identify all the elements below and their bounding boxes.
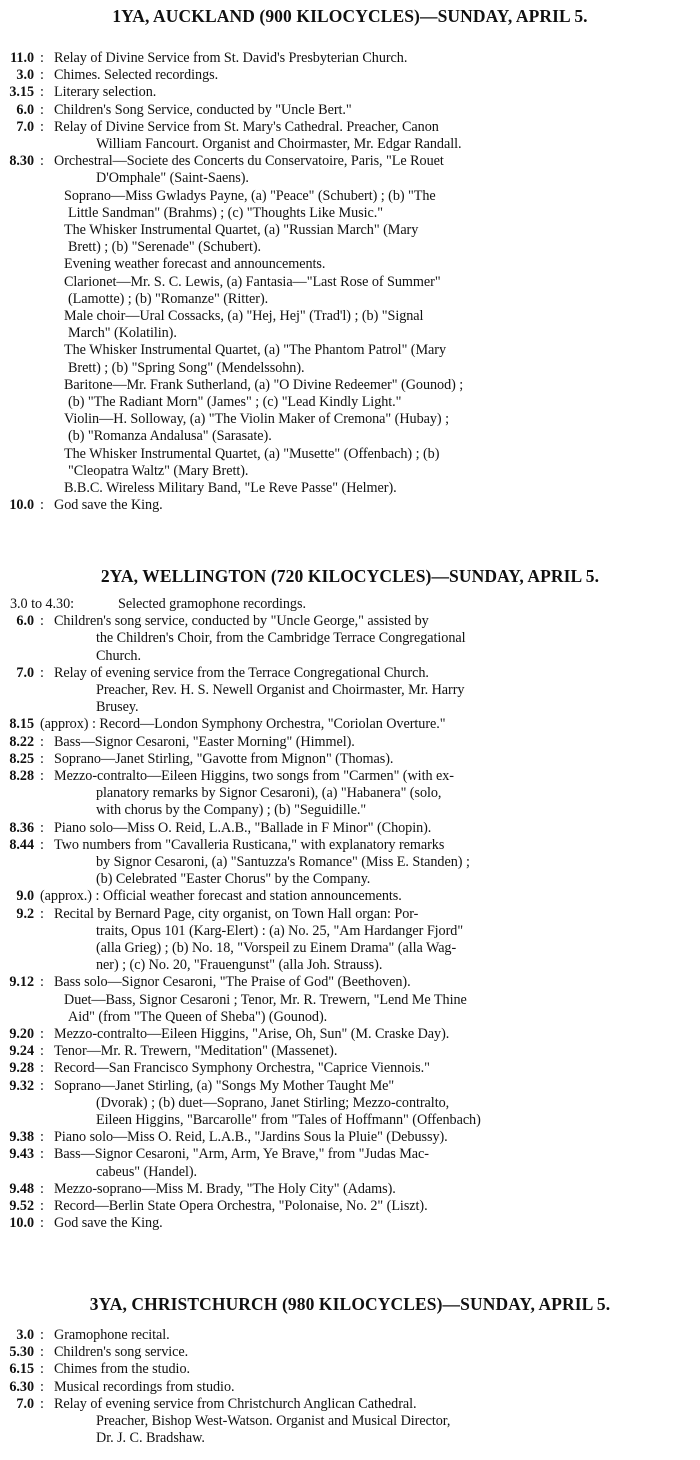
programme-line (0, 1198, 700, 1215)
programme-text: The Whisker Instrumental Quartet, (a) "The Phantom Patrol" (Mary (64, 342, 447, 359)
programme-line (0, 1215, 700, 1232)
programme-time: 8.15 (9, 716, 34, 733)
section-heading: 3YA, CHRISTCHURCH (980 KILOCYCLES)—SUNDAY, APRIL 5. (89, 1294, 611, 1314)
programme-text: Tenor—Mr. R. Trewern, "Meditation" (Massenet). (54, 1043, 338, 1060)
programme-line (0, 153, 700, 170)
programme-line (0, 119, 700, 136)
programme-text: D'Omphale" (Saint-Saens). (96, 170, 249, 187)
programme-time: 9.20 (9, 1026, 34, 1042)
programme-text: Relay of Divine Service from St. David's Presbyterian Church. (54, 50, 408, 66)
programme-text: Record—San Francisco Symphony Orchestra, "Caprice Viennois." (54, 1060, 430, 1077)
programme-text: Clarionet—Mr. S. C. Lewis, (a) Fantasia—"Last Rose of Summer" (64, 273, 441, 290)
programme-line (0, 342, 700, 359)
time-separator: : (40, 1146, 44, 1163)
programme-text: March" (Kolatilin). (68, 325, 177, 342)
programme-time: 3.0 (16, 67, 34, 84)
programme-line (0, 411, 700, 428)
programme-line (0, 1009, 700, 1026)
programme-text: Relay of Divine Service from St. Mary's Cathedral. Preacher, Canon (54, 118, 439, 135)
time-separator: : (40, 1378, 44, 1395)
programme-line (0, 768, 700, 785)
programme-time: 9.24 (9, 1043, 34, 1060)
programme-line (0, 325, 700, 342)
programme-text: planatory remarks by Signor Cesaroni), (a) "Habanera" (solo, (96, 785, 442, 802)
time-separator: : (40, 1395, 44, 1412)
programme-time: 8.44 (9, 836, 34, 853)
programme-time: 9.43 (9, 1146, 34, 1163)
programme-text: Orchestral—Societe des Concerts du Conservatoire, Paris, "Le Rouet (54, 153, 444, 170)
programme-text: Piano solo—Miss O. Reid, L.A.B., "Jardins Sous la Pluie" (Debussy). (54, 1129, 448, 1146)
programme-time: 6.0 (16, 613, 34, 630)
programme-time: 9.32 (9, 1077, 34, 1094)
programme-text: Mezzo-soprano—Miss M. Brady, "The Holy City" (Adams). (54, 1180, 396, 1197)
programme-time: 10.0 (9, 497, 34, 514)
programme-text: cabeus" (Handel). (96, 1163, 198, 1180)
programme-line (0, 1327, 700, 1344)
programme-line (0, 785, 700, 802)
programme-text: The Whisker Instrumental Quartet, (a) "Russian March" (Mary (64, 222, 419, 238)
programme-text: Eileen Higgins, "Barcarolle" from "Tales of Hoffmann" (Offenbach) (96, 1112, 481, 1128)
programme-text: (alla Grieg) ; (b) No. 18, "Vorspeil zu Einem Drama" (alla Wag- (96, 940, 457, 956)
programme-line (0, 613, 700, 630)
programme-line (0, 480, 700, 497)
programme-text: Piano solo—Miss O. Reid, L.A.B., "Ballade in F Minor" (Chopin). (54, 819, 432, 836)
programme-text: (b) "Romanza Andalusa" (Sarasate). (68, 428, 272, 445)
programme-line (0, 239, 700, 256)
programme-text: The Whisker Instrumental Quartet, (a) "Musette" (Offenbach) ; (b) (64, 445, 440, 462)
programme-line (0, 854, 700, 871)
programme-line (0, 665, 700, 682)
programme-line (0, 957, 700, 974)
programme-text: (Lamotte) ; (b) "Romanze" (Ritter). (68, 290, 269, 307)
programme-text: Aid" (from "The Queen of Sheba") (Gounod). (68, 1008, 328, 1025)
programme-text: (Dvorak) ; (b) duet—Soprano, Janet Stirling; Mezzo-contralto, (96, 1094, 450, 1111)
programme-time: 7.0 (16, 118, 34, 135)
programme-line (0, 906, 700, 923)
programme-text: God save the King. (54, 1215, 163, 1232)
programme-time: 11.0 (10, 50, 34, 66)
programme-time: 7.0 (16, 664, 34, 681)
programme-line (0, 1112, 700, 1129)
programme-line (0, 888, 700, 905)
programme-line (0, 992, 700, 1009)
programme-time: 8.30 (9, 153, 34, 170)
programme-line (0, 1413, 700, 1430)
programme-text: Bass—Signor Cesaroni, "Easter Morning" (Himmel). (54, 733, 355, 750)
programme-line (0, 1146, 700, 1163)
programme-time: 7.0 (16, 1395, 34, 1412)
programme-text: Evening weather forecast and announcements. (64, 256, 326, 273)
programme-text: Brett) ; (b) "Spring Song" (Mendelssohn). (68, 359, 305, 376)
programme-line (0, 1060, 700, 1077)
programme-time: 8.36 (9, 819, 34, 836)
programme-text: Soprano—Janet Stirling, "Gavotte from Mignon" (Thomas). (54, 750, 394, 767)
time-separator: : (40, 1344, 44, 1361)
programme-line (0, 1026, 700, 1043)
programme-line (0, 463, 700, 480)
programme-time: 9.12 (9, 974, 34, 991)
programme-text: Little Sandman" (Brahms) ; (c) "Thoughts Like Music." (68, 204, 383, 221)
programme-time: 9.0 (16, 888, 34, 905)
time-separator: : (40, 1077, 44, 1094)
time-separator: : (40, 1129, 44, 1146)
programme-line (0, 84, 700, 101)
section-heading: 1YA, AUCKLAND (900 KILOCYCLES)—SUNDAY, APRIL 5. (112, 6, 588, 26)
programme-time: 8.25 (9, 750, 34, 767)
time-separator: : (40, 750, 44, 767)
programme-text: Baritone—Mr. Frank Sutherland, (a) "O Divine Redeemer" (Gounod) ; (64, 376, 464, 393)
programme-line (0, 974, 700, 991)
time-separator: : (40, 974, 44, 991)
programme-line (0, 256, 700, 273)
programme-text: Church. (96, 647, 141, 664)
time-separator: : (40, 84, 44, 101)
programme-line (0, 923, 700, 940)
section-heading: 2YA, WELLINGTON (720 KILOCYCLES)—SUNDAY, APRIL 5. (100, 566, 600, 586)
programme-line (0, 716, 700, 733)
programme-line (0, 682, 700, 699)
programme-line (0, 820, 700, 837)
programme-text: Soprano—Miss Gwladys Payne, (a) "Peace" (Schubert) ; (b) "The (64, 187, 436, 204)
programme-text: Selected gramophone recordings. (118, 596, 306, 612)
time-separator: : (40, 1198, 44, 1214)
programme-line (0, 394, 700, 411)
programme-line (0, 940, 700, 957)
programme-text: ner) ; (c) No. 20, "Frauengunst" (alla Joh. Strauss). (96, 957, 383, 974)
programme-line (0, 446, 700, 463)
programme-line (0, 188, 700, 205)
time-separator: : (40, 1043, 44, 1060)
programme-text: Preacher, Bishop West-Watson. Organist and Musical Director, (96, 1413, 451, 1429)
programme-line (0, 205, 700, 222)
programme-line (0, 377, 700, 394)
programme-text: Mezzo-contralto—Eileen Higgins, "Arise, Oh, Sun" (M. Craske Day). (54, 1026, 450, 1042)
programme-line (0, 360, 700, 377)
programme-text: God save the King. (54, 497, 163, 514)
programme-text: Brett) ; (b) "Serenade" (Schubert). (68, 239, 262, 256)
programme-text: Preacher, Rev. H. S. Newell Organist and Choirmaster, Mr. Harry (96, 682, 465, 698)
programme-text: Chimes from the studio. (54, 1361, 190, 1378)
programme-line (0, 497, 700, 514)
programme-line (0, 837, 700, 854)
programme-text: Bass solo—Signor Cesaroni, "The Praise of God" (Beethoven). (54, 974, 411, 991)
time-separator: : (40, 819, 44, 836)
programme-time: 6.0 (16, 101, 34, 118)
programme-text: Male choir—Ural Cossacks, (a) "Hej, Hej" (Trad'l) ; (b) "Signal (64, 308, 424, 324)
programme-text: with chorus by the Company) ; (b) "Seguidille." (96, 802, 367, 819)
programme-text: Record—Berlin State Opera Orchestra, "Polonaise, No. 2" (Liszt). (54, 1198, 428, 1214)
programme-line (0, 1164, 700, 1181)
programme-text: (approx) : Record—London Symphony Orchestra, "Coriolan Overture." (40, 716, 446, 733)
time-separator: : (40, 1215, 44, 1232)
programme-text: Chimes. Selected recordings. (54, 67, 219, 84)
programme-text: traits, Opus 101 (Karg-Elert) : (a) No. 25, "Am Hardanger Fjord" (96, 922, 464, 939)
programme-line (0, 734, 700, 751)
programme-line (0, 291, 700, 308)
time-separator: : (40, 50, 44, 66)
programme-text: Violin—H. Solloway, (a) "The Violin Maker of Cremona" (Hubay) ; (64, 411, 449, 428)
programme-line (0, 1361, 700, 1378)
programme-text: by Signor Cesaroni, (a) "Santuzza's Romance" (Miss E. Standen) ; (96, 854, 470, 870)
time-separator: : (40, 1060, 44, 1077)
programme-text: Soprano—Janet Stirling, (a) "Songs My Mother Taught Me" (54, 1077, 395, 1094)
time-separator: : (40, 1361, 44, 1378)
time-separator: : (40, 905, 44, 922)
programme-time: 9.38 (9, 1129, 34, 1146)
programme-time: 8.28 (9, 768, 34, 784)
time-separator: : (40, 1026, 44, 1042)
programme-text: Duet—Bass, Signor Cesaroni ; Tenor, Mr. R. Trewern, "Lend Me Thine (64, 991, 467, 1008)
time-separator: : (40, 118, 44, 135)
programme-time: 9.2 (16, 905, 34, 922)
programme-line (0, 67, 700, 84)
programme-line (0, 428, 700, 445)
time-separator: : (40, 768, 44, 784)
programme-text: "Cleopatra Waltz" (Mary Brett). (68, 462, 249, 479)
time-separator: : (40, 1180, 44, 1197)
programme-text: Relay of evening service from Christchurch Anglican Cathedral. (54, 1395, 417, 1412)
programme-line (0, 1344, 700, 1361)
programme-text: Relay of evening service from the Terrace Congregational Church. (54, 664, 429, 681)
programme-text: Children's song service. (54, 1344, 189, 1361)
time-separator: : (40, 733, 44, 750)
programme-line (0, 1129, 700, 1146)
programme-line (0, 50, 700, 67)
programme-text: Brusey. (96, 699, 139, 716)
programme-line (0, 630, 700, 647)
programme-text: William Fancourt. Organist and Choirmaster, Mr. Edgar Randall. (96, 136, 462, 152)
programme-text: (b) "The Radiant Morn" (James" ; (c) "Lead Kindly Light." (68, 394, 402, 410)
programme-line (0, 751, 700, 768)
programme-text: Mezzo-contralto—Eileen Higgins, two songs from "Carmen" (with ex- (54, 768, 454, 784)
programme-line (0, 1396, 700, 1413)
programme-line (0, 596, 700, 613)
programme-line (0, 1043, 700, 1060)
programme-time: 3.0 (16, 1327, 34, 1343)
programme-text: Gramophone recital. (54, 1327, 170, 1343)
programme-text: Recital by Bernard Page, city organist, on Town Hall organ: Por- (54, 905, 419, 922)
programme-line (0, 308, 700, 325)
programme-time: 5.30 (9, 1344, 34, 1361)
programme-text: Literary selection. (54, 84, 157, 101)
programme-text: Children's song service, conducted by "Uncle George," assisted by (54, 613, 429, 630)
programme-time: 10.0 (9, 1215, 34, 1232)
time-separator: : (40, 1327, 44, 1343)
programme-line (0, 871, 700, 888)
programme-time: 3.15 (9, 84, 34, 101)
programme-time: 9.52 (9, 1198, 34, 1214)
programme-text: the Children's Choir, from the Cambridge Terrace Congregational (96, 630, 466, 647)
programme-line (0, 1379, 700, 1396)
time-separator: : (40, 101, 44, 118)
time-separator: : (40, 836, 44, 853)
programme-line (0, 802, 700, 819)
programme-text: Bass—Signor Cesaroni, "Arm, Arm, Ye Brave," from "Judas Mac- (54, 1146, 429, 1163)
programme-time: 6.30 (9, 1378, 34, 1395)
programme-text: (b) Celebrated "Easter Chorus" by the Company. (96, 871, 371, 888)
time-separator: : (40, 153, 44, 170)
programme-text: Children's Song Service, conducted by "Uncle Bert." (54, 101, 352, 118)
programme-line (0, 1430, 700, 1447)
programme-line (0, 136, 700, 153)
time-separator: : (40, 497, 44, 514)
time-separator: : (40, 613, 44, 630)
programme-text: Two numbers from "Cavalleria Rusticana," with explanatory remarks (54, 836, 445, 853)
programme-line (0, 1078, 700, 1095)
programme-text: Musical recordings from studio. (54, 1378, 235, 1395)
programme-line (0, 274, 700, 291)
programme-text: B.B.C. Wireless Military Band, "Le Reve Passe" (Helmer). (64, 480, 397, 496)
programme-text: (approx.) : Official weather forecast and station announcements. (40, 888, 402, 905)
programme-time: 9.48 (9, 1180, 34, 1197)
programme-time: 9.28 (9, 1060, 34, 1077)
programme-line (0, 222, 700, 239)
programme-line (0, 1181, 700, 1198)
programme-line (0, 102, 700, 119)
programme-line (0, 170, 700, 187)
programme-text: Dr. J. C. Bradshaw. (96, 1430, 205, 1447)
programme-time: 6.15 (9, 1361, 34, 1378)
programme-line (0, 648, 700, 665)
time-separator: : (40, 664, 44, 681)
programme-time: 3.0 to 4.30: (10, 596, 75, 612)
programme-time: 8.22 (9, 733, 34, 750)
programme-line (0, 699, 700, 716)
programme-line (0, 1095, 700, 1112)
time-separator: : (40, 67, 44, 84)
